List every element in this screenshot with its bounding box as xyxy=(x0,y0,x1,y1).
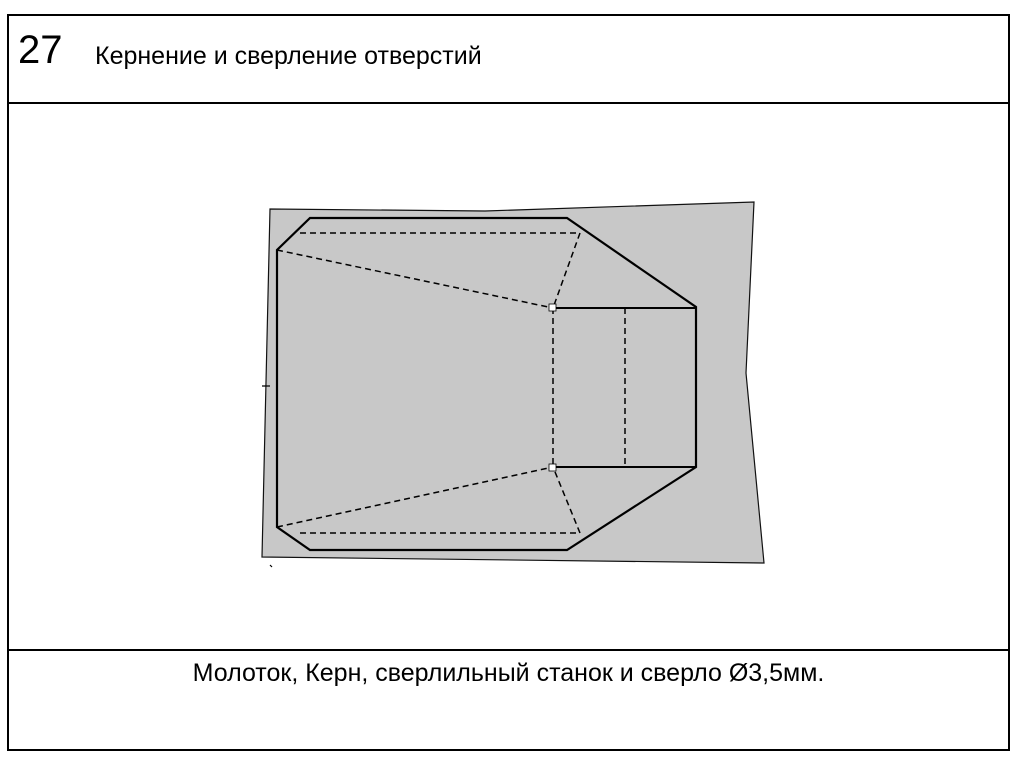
slide-number: 27 xyxy=(18,28,63,72)
sheet-blank xyxy=(262,202,764,563)
tools-caption: Молоток, Керн, сверлильный станок и сверло Ø3,5мм. xyxy=(192,659,825,687)
punch-mark-top xyxy=(549,304,556,311)
slide-title: Кернение и сверление отверстий xyxy=(95,42,482,70)
punch-mark-bottom xyxy=(549,464,556,471)
